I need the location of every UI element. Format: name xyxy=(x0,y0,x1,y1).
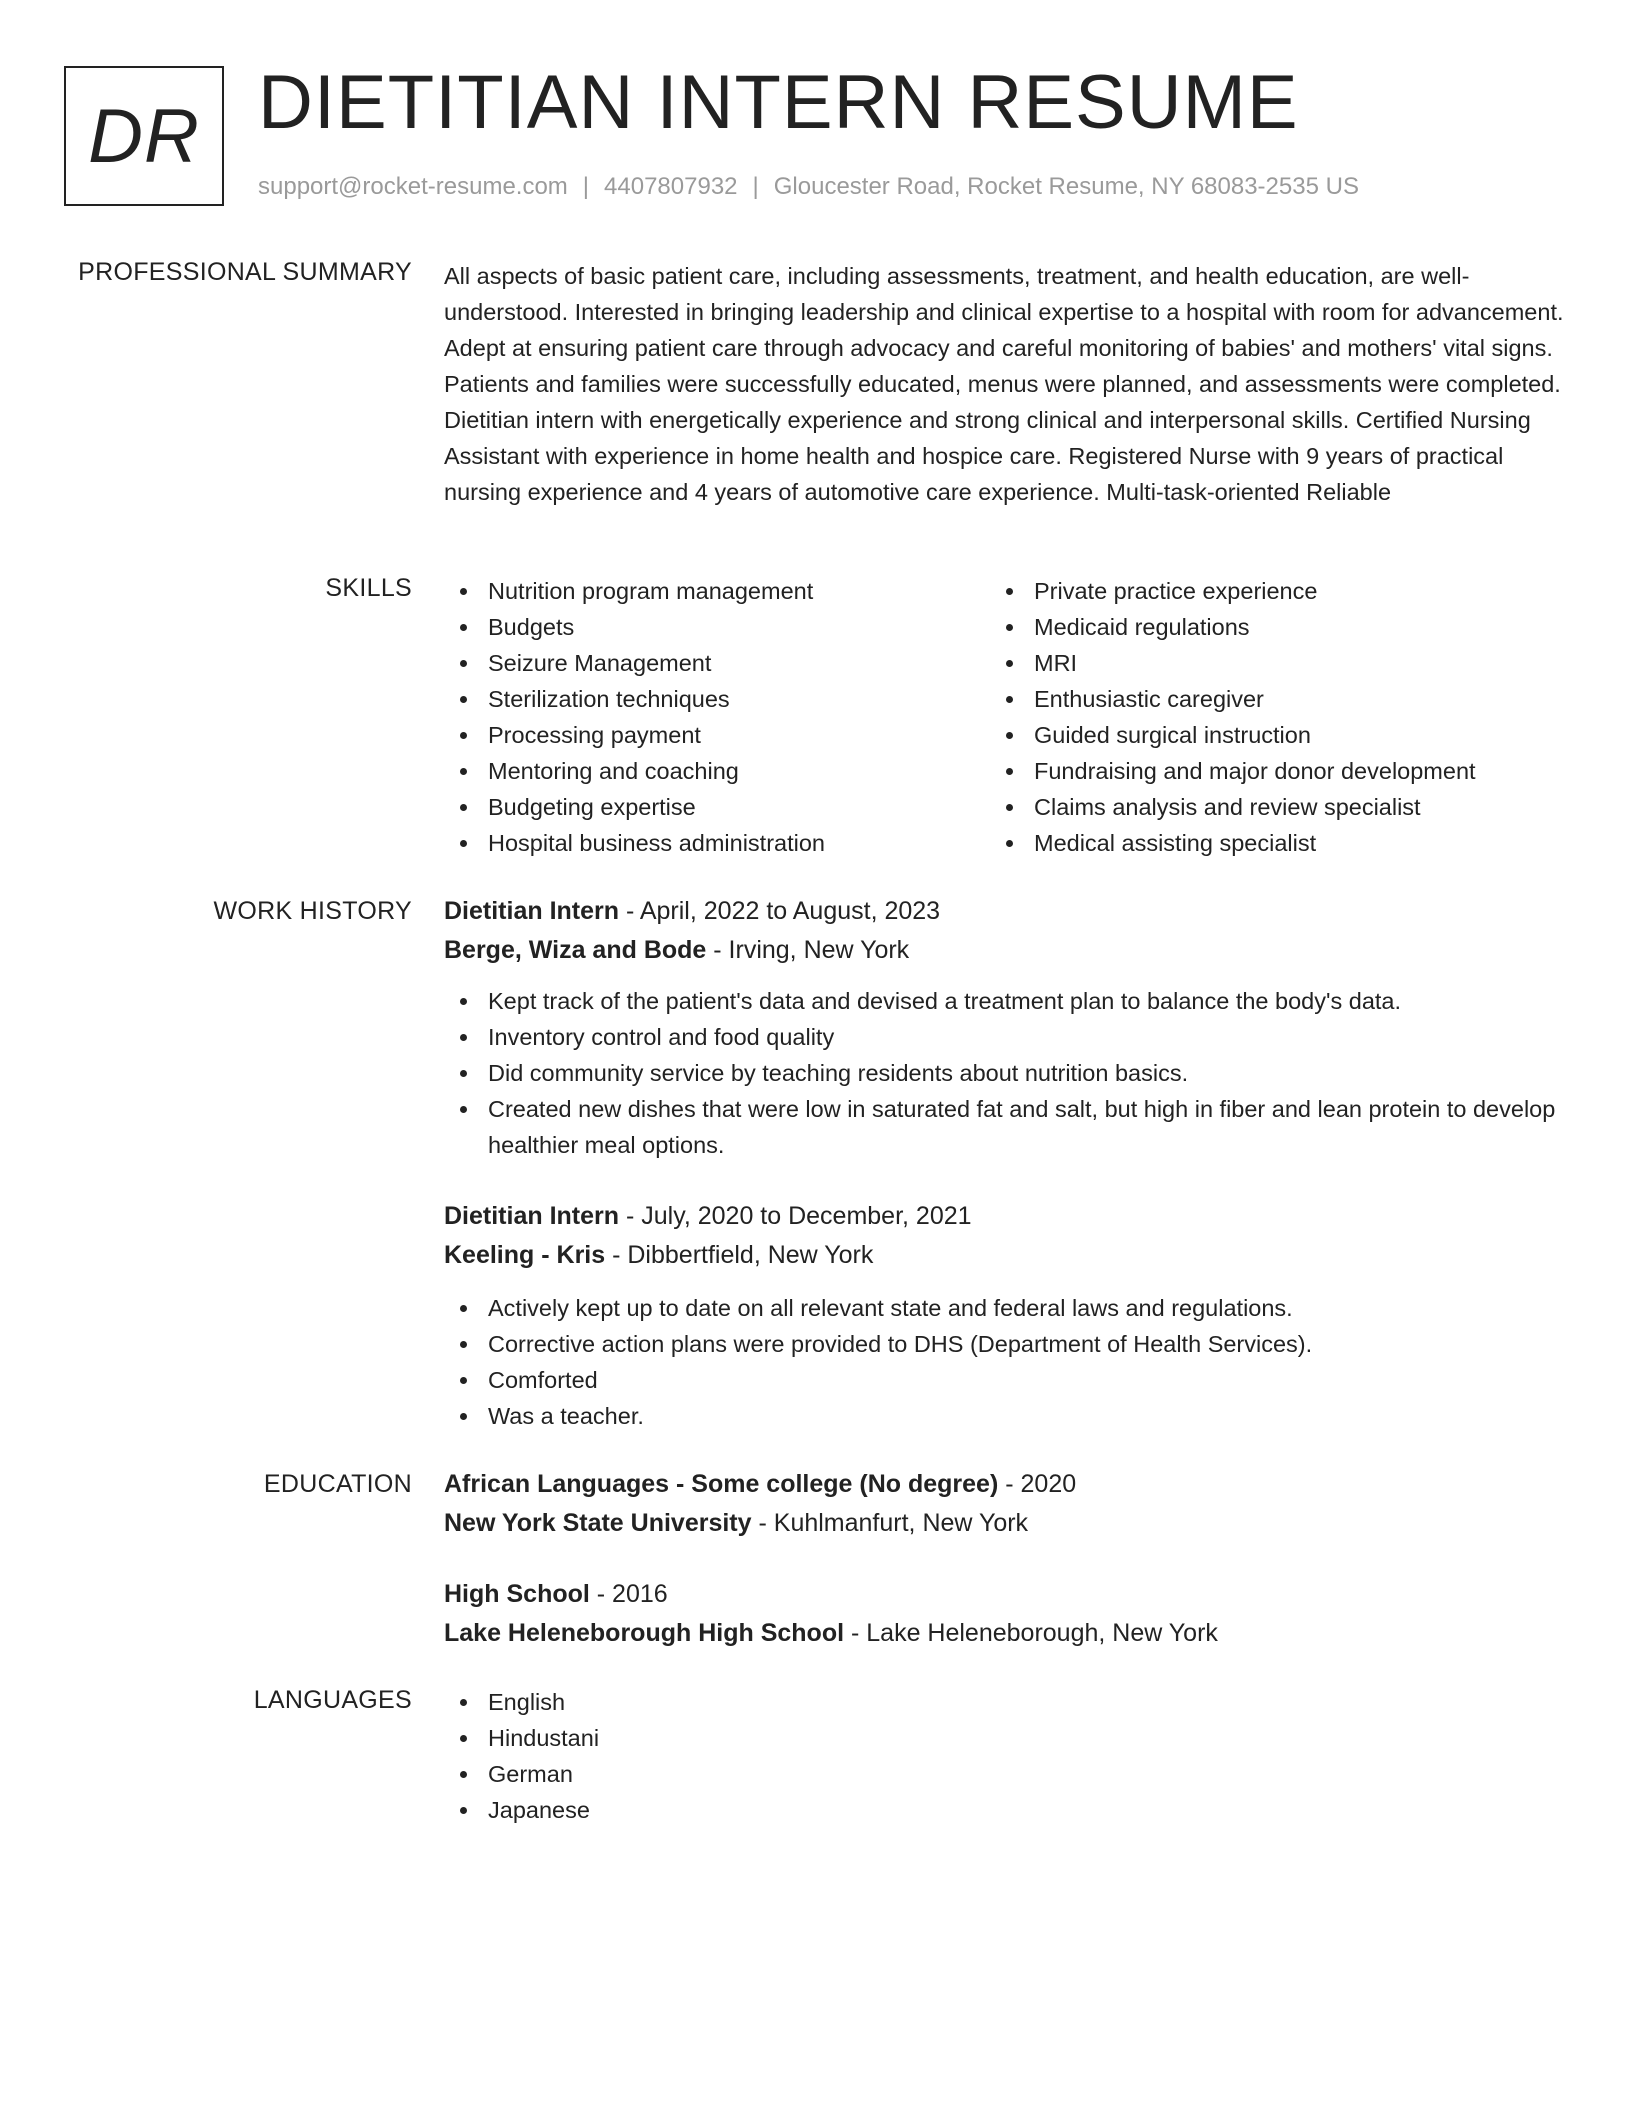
school-line xyxy=(444,1614,1564,1653)
job-bullet: Actively kept up to date on all relevant state and federal laws and regulations. xyxy=(444,1290,1564,1326)
language-item: German xyxy=(444,1756,1564,1792)
contact-separator: | xyxy=(752,173,759,200)
skills-column-1 xyxy=(444,573,990,861)
job-bullets xyxy=(444,1290,1564,1434)
job-entry xyxy=(444,1197,1564,1434)
skill-item: Hospital business administration xyxy=(444,825,990,861)
job-entry xyxy=(444,892,1564,1163)
languages-list xyxy=(444,1684,1564,1828)
skill-item: Medicaid regulations xyxy=(990,609,1564,645)
skill-item: Fundraising and major donor development xyxy=(990,753,1564,789)
skill-item: Enthusiastic caregiver xyxy=(990,681,1564,717)
education-heading: EDUCATION xyxy=(263,1470,412,1498)
skill-item: Private practice experience xyxy=(990,573,1564,609)
school-location: - Kuhlmanfurt, New York xyxy=(751,1509,1029,1537)
education-entry xyxy=(444,1575,1564,1653)
degree: High School xyxy=(444,1580,590,1608)
skill-item: Processing payment xyxy=(444,717,990,753)
skill-item: Nutrition program management xyxy=(444,573,990,609)
school: Lake Heleneborough High School xyxy=(444,1619,845,1647)
languages-block xyxy=(444,1684,1564,1828)
skill-item: MRI xyxy=(990,645,1564,681)
job-title-line xyxy=(444,892,1564,931)
degree-year: - 2020 xyxy=(998,1470,1077,1498)
degree-year: - 2016 xyxy=(589,1580,668,1608)
job-bullets xyxy=(444,983,1564,1163)
job-bullet: Comforted xyxy=(444,1362,1564,1398)
job-company: Keeling - Kris xyxy=(444,1241,606,1269)
skill-item: Claims analysis and review specialist xyxy=(990,789,1564,825)
language-item: Hindustani xyxy=(444,1720,1564,1756)
job-title: Dietitian Intern xyxy=(444,1202,620,1230)
skills-heading: SKILLS xyxy=(325,574,412,602)
skill-item: Mentoring and coaching xyxy=(444,753,990,789)
language-item: English xyxy=(444,1684,1564,1720)
contact-phone[interactable]: 4407807932 xyxy=(604,173,738,200)
contact-line xyxy=(258,173,1359,201)
degree-line xyxy=(444,1465,1564,1504)
job-bullet: Kept track of the patient's data and devised a treatment plan to balance the body's data. xyxy=(444,983,1564,1019)
degree: African Languages - Some college (No degree) xyxy=(444,1470,999,1498)
job-dates: - April, 2022 to August, 2023 xyxy=(619,897,941,925)
job-bullet: Was a teacher. xyxy=(444,1398,1564,1434)
languages-heading: LANGUAGES xyxy=(253,1686,412,1714)
job-company-line xyxy=(444,931,1564,970)
contact-separator: | xyxy=(582,173,590,200)
monogram-text: DR xyxy=(88,93,200,179)
monogram-box xyxy=(64,66,224,206)
skill-item: Budgets xyxy=(444,609,990,645)
job-company-line xyxy=(444,1236,1564,1275)
education-entry xyxy=(444,1465,1564,1543)
job-title: Dietitian Intern xyxy=(444,897,620,925)
school: New York State University xyxy=(444,1509,752,1537)
skill-item: Medical assisting specialist xyxy=(990,825,1564,861)
job-bullet: Did community service by teaching residents about nutrition basics. xyxy=(444,1055,1564,1091)
skill-item: Seizure Management xyxy=(444,645,990,681)
school-location: - Lake Heleneborough, New York xyxy=(844,1619,1218,1647)
work-heading: WORK HISTORY xyxy=(213,897,412,925)
job-title-line xyxy=(444,1197,1564,1236)
skill-item: Sterilization techniques xyxy=(444,681,990,717)
skills-column-2 xyxy=(990,573,1564,861)
job-bullet: Corrective action plans were provided to DHS (Department of Health Services). xyxy=(444,1326,1564,1362)
language-item: Japanese xyxy=(444,1792,1564,1828)
summary-heading: PROFESSIONAL SUMMARY xyxy=(78,258,412,286)
school-line xyxy=(444,1504,1564,1543)
job-dates: - July, 2020 to December, 2021 xyxy=(619,1202,972,1230)
job-location: - Dibbertfield, New York xyxy=(605,1241,874,1269)
contact-email[interactable]: support@rocket-resume.com xyxy=(258,173,568,200)
job-bullet: Inventory control and food quality xyxy=(444,1019,1564,1055)
skills-list xyxy=(444,573,1564,861)
job-bullet: Created new dishes that were low in saturated fat and salt, but high in fiber and lean protein to develop healthier meal options. xyxy=(444,1091,1564,1163)
contact-address: Gloucester Road, Rocket Resume, NY 68083-2535 US xyxy=(773,173,1359,200)
skill-item: Guided surgical instruction xyxy=(990,717,1564,753)
job-location: - Irving, New York xyxy=(706,936,910,964)
summary-text: All aspects of basic patient care, including assessments, treatment, and health education, are well-understood. Interested in bringing leadership and clinical expertise to a hospital with room for advancement. Adept at ensuring patient care through advocacy and careful monitoring of babies' and mothers' vital signs. Patients and families were successfully educated, menus were planned, and assessments were completed. Dietitian intern with energetically experience and strong clinical and interpersonal skills. Certified Nursing Assistant with experience in home health and hospice care. Registered Nurse with 9 years of practical nursing experience and 4 years of automotive care experience. Multi-task-oriented Reliable xyxy=(444,263,1564,505)
job-company: Berge, Wiza and Bode xyxy=(444,936,707,964)
skill-item: Budgeting expertise xyxy=(444,789,990,825)
degree-line xyxy=(444,1575,1564,1614)
resume-title: DIETITIAN INTERN RESUME xyxy=(258,60,1299,145)
